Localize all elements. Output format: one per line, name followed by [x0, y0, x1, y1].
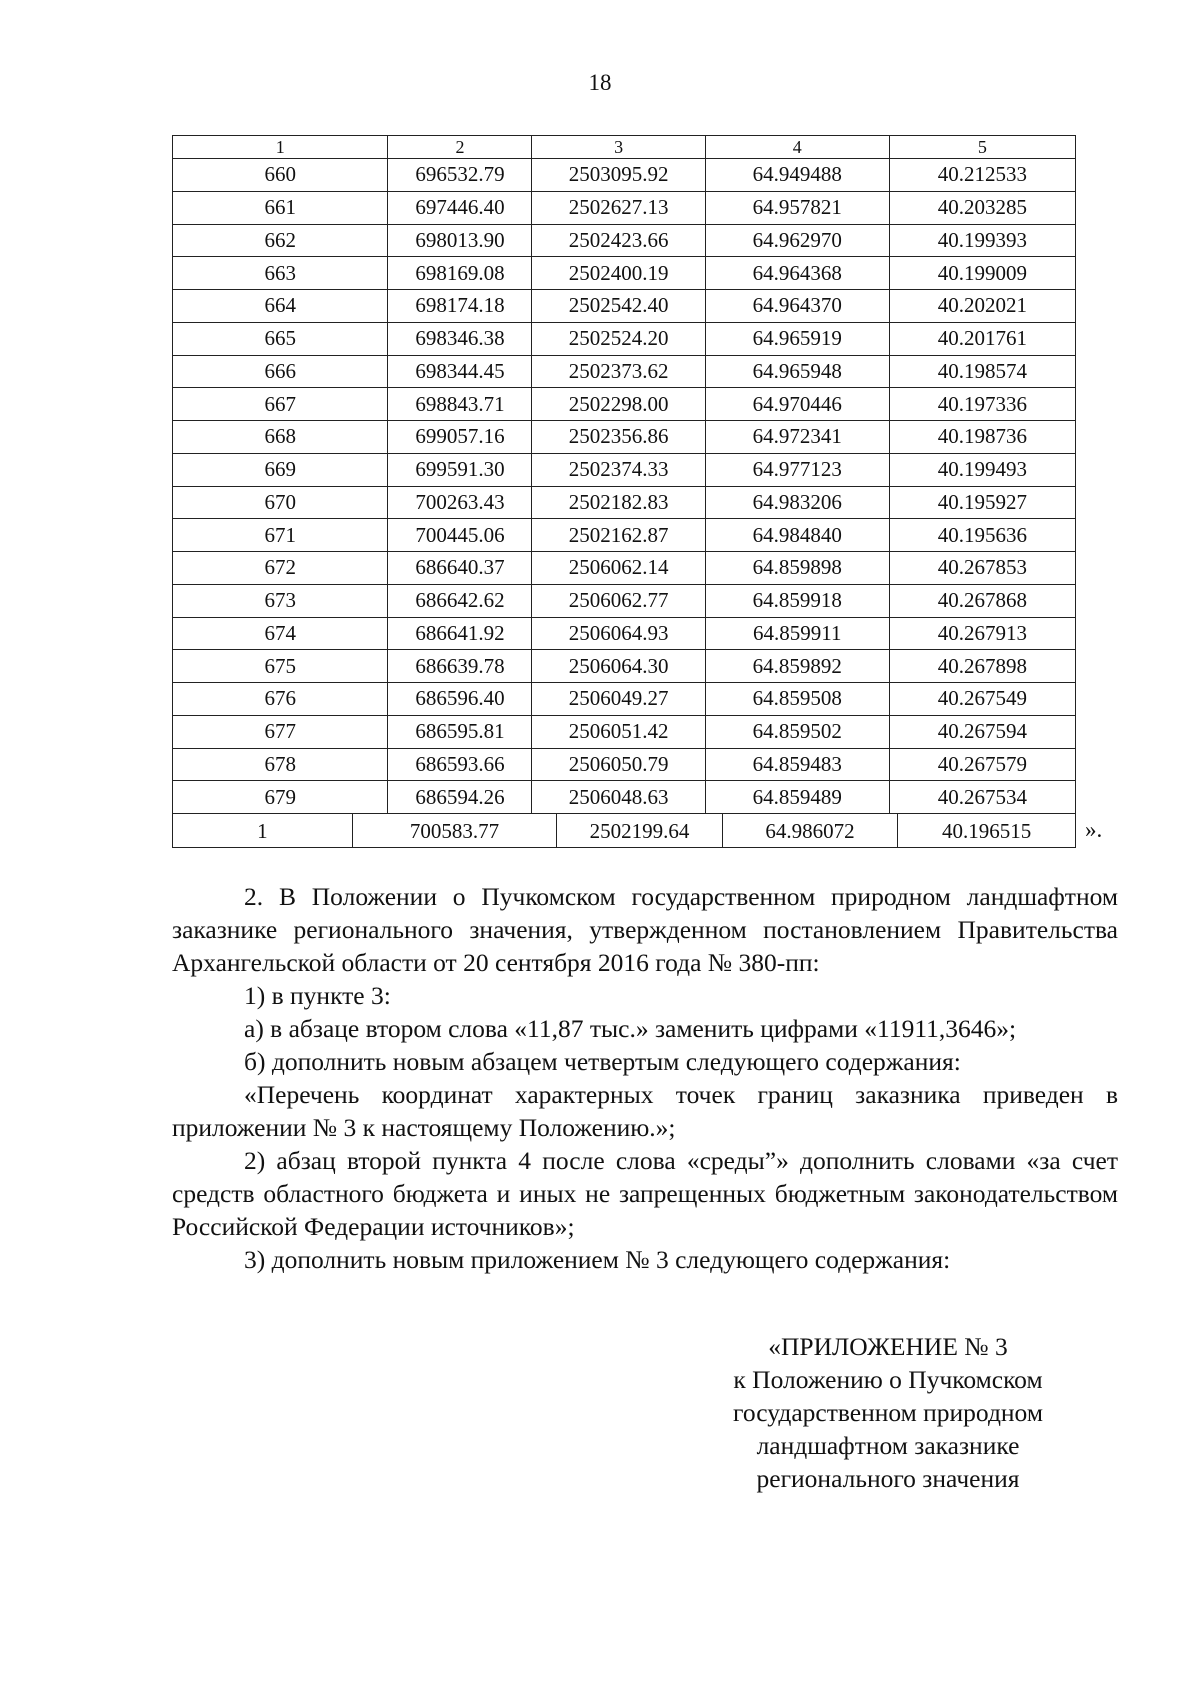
- table-cell: 698013.90: [388, 224, 532, 257]
- table-cell: 64.964368: [705, 257, 889, 290]
- table-cell: 2502542.40: [532, 290, 705, 323]
- table-row: [173, 388, 1076, 421]
- header-cell: 2: [388, 136, 532, 159]
- table-cell: 686595.81: [388, 715, 532, 748]
- coordinates-table: [172, 135, 1076, 848]
- table-cell: 678: [173, 748, 388, 781]
- table-cell: 2502298.00: [532, 388, 705, 421]
- table-cell: 40.267549: [889, 683, 1075, 716]
- table-cell: 686593.66: [388, 748, 532, 781]
- item-1: 1) в пункте 3:: [244, 981, 391, 1010]
- table-cell: 64.859489: [705, 781, 889, 814]
- table-cell: 699591.30: [388, 453, 532, 486]
- table-cell: 686640.37: [388, 552, 532, 585]
- paragraph-2: 2. В Положении о Пучкомском государственном природном ландшафтном заказнике регионального значения, утвержденном постановлением Правительства Архангельской области от 20 сентября 2016 года № 380-пп:: [172, 882, 1118, 977]
- table-row: [173, 191, 1076, 224]
- appendix-heading: [688, 1330, 1088, 1495]
- table-cell: 2502162.87: [532, 519, 705, 552]
- table-cell: 40.196515: [898, 814, 1076, 848]
- table-cell: 40.267898: [889, 650, 1075, 683]
- header-cell: 4: [705, 136, 889, 159]
- table-cell: 40.202021: [889, 290, 1075, 323]
- table-row: [173, 781, 1076, 814]
- table-cell: 662: [173, 224, 388, 257]
- table-cell: 700445.06: [388, 519, 532, 552]
- table-cell: 698843.71: [388, 388, 532, 421]
- table-cell: 698346.38: [388, 322, 532, 355]
- table-row: [173, 683, 1076, 716]
- table-cell: 64.957821: [705, 191, 889, 224]
- table-cell: 679: [173, 781, 388, 814]
- table-cell: 40.267534: [889, 781, 1075, 814]
- item-1b-quote: «Перечень координат характерных точек границ заказника приведен в приложении № 3 к настоящему Положению.»;: [172, 1080, 1118, 1142]
- table-cell: 661: [173, 191, 388, 224]
- table-cell: 660: [173, 159, 388, 192]
- table-cell: 676: [173, 683, 388, 716]
- table-cell: 64.986072: [722, 814, 898, 848]
- table-cell: 672: [173, 552, 388, 585]
- table-cell: 40.203285: [889, 191, 1075, 224]
- table-cell: 2502423.66: [532, 224, 705, 257]
- table-cell: 699057.16: [388, 421, 532, 454]
- table-row: [173, 257, 1076, 290]
- table-cell: 64.964370: [705, 290, 889, 323]
- table-cell: 667: [173, 388, 388, 421]
- table-cell: 64.859911: [705, 617, 889, 650]
- table-row: [173, 453, 1076, 486]
- table-cell: 40.199493: [889, 453, 1075, 486]
- table-row: [173, 486, 1076, 519]
- table-cell: 64.859892: [705, 650, 889, 683]
- table-row: [173, 584, 1076, 617]
- page-number: 18: [588, 70, 612, 95]
- table-cell: 666: [173, 355, 388, 388]
- table-row: [173, 322, 1076, 355]
- table-cell: 669: [173, 453, 388, 486]
- table-row: [173, 519, 1076, 552]
- table-cell: 686641.92: [388, 617, 532, 650]
- table-cell: 2506064.93: [532, 617, 705, 650]
- table-cell: 40.195636: [889, 519, 1075, 552]
- table-cell: 64.859898: [705, 552, 889, 585]
- table-cell: 677: [173, 715, 388, 748]
- table-row: [173, 552, 1076, 585]
- table-row: [173, 650, 1076, 683]
- table-header-row: [173, 136, 1076, 159]
- item-1b: б) дополнить новым абзацем четвертым следующего содержания:: [244, 1047, 961, 1076]
- table-cell: 40.267913: [889, 617, 1075, 650]
- table-cell: 686596.40: [388, 683, 532, 716]
- closing-row: [173, 814, 1076, 848]
- table-row: [173, 617, 1076, 650]
- table-cell: 2506064.30: [532, 650, 705, 683]
- table-cell: 40.199393: [889, 224, 1075, 257]
- table-cell: 2506049.27: [532, 683, 705, 716]
- table-cell: 2502182.83: [532, 486, 705, 519]
- table-cell: 64.972341: [705, 421, 889, 454]
- appendix-line: к Положению о Пучкомском: [733, 1365, 1043, 1394]
- table-cell: 40.198574: [889, 355, 1075, 388]
- table-cell: 40.198736: [889, 421, 1075, 454]
- table-cell: 698169.08: [388, 257, 532, 290]
- table-row: [173, 748, 1076, 781]
- table-cell: 64.965948: [705, 355, 889, 388]
- table-cell: 700583.77: [352, 814, 557, 848]
- table-cell: 2502400.19: [532, 257, 705, 290]
- table-cell: 663: [173, 257, 388, 290]
- table-row: [173, 421, 1076, 454]
- table-cell: 698344.45: [388, 355, 532, 388]
- item-2: 2) абзац второй пункта 4 после слова «среды”» дополнить словами «за счет средств областного бюджета и иных не запрещенных бюджетным законодательством Российской Федерации источников»;: [172, 1146, 1118, 1241]
- table-row: [173, 355, 1076, 388]
- table-cell: 1: [173, 814, 353, 848]
- table-cell: 40.201761: [889, 322, 1075, 355]
- appendix-line: государственном природном: [733, 1398, 1043, 1427]
- table-cell: 664: [173, 290, 388, 323]
- table-cell: 64.965919: [705, 322, 889, 355]
- header-cell: 5: [889, 136, 1075, 159]
- table-cell: 686642.62: [388, 584, 532, 617]
- table-cell: 64.859483: [705, 748, 889, 781]
- table-cell: 64.859508: [705, 683, 889, 716]
- table-cell: 700263.43: [388, 486, 532, 519]
- table-row: [173, 224, 1076, 257]
- table-cell: 697446.40: [388, 191, 532, 224]
- table-cell: 64.970446: [705, 388, 889, 421]
- table-cell: 2506048.63: [532, 781, 705, 814]
- table-cell: 40.267868: [889, 584, 1075, 617]
- coordinates-grid: [172, 135, 1076, 814]
- table-cell: 64.962970: [705, 224, 889, 257]
- table-cell: 64.977123: [705, 453, 889, 486]
- table-row: [173, 159, 1076, 192]
- table-cell: 665: [173, 322, 388, 355]
- table-cell: 40.199009: [889, 257, 1075, 290]
- table-cell: 64.949488: [705, 159, 889, 192]
- table-cell: 668: [173, 421, 388, 454]
- table-cell: 64.984840: [705, 519, 889, 552]
- table-cell: 64.983206: [705, 486, 889, 519]
- table-cell: 2502374.33: [532, 453, 705, 486]
- table-cell: 675: [173, 650, 388, 683]
- table-cell: 670: [173, 486, 388, 519]
- amendment-text: [172, 880, 1118, 1276]
- table-cell: 2506051.42: [532, 715, 705, 748]
- table-cell: 696532.79: [388, 159, 532, 192]
- table-cell: 671: [173, 519, 388, 552]
- closing-quote: ».: [1085, 817, 1103, 842]
- appendix-line: ландшафтном заказнике: [756, 1431, 1020, 1460]
- item-1a: а) в абзаце втором слова «11,87 тыс.» заменить цифрами «11911,3646»;: [244, 1014, 1017, 1043]
- table-cell: 2502373.62: [532, 355, 705, 388]
- table-cell: 40.267853: [889, 552, 1075, 585]
- item-3: 3) дополнить новым приложением № 3 следующего содержания:: [244, 1245, 951, 1274]
- appendix-title: «ПРИЛОЖЕНИЕ № 3: [768, 1332, 1008, 1361]
- table-cell: 686594.26: [388, 781, 532, 814]
- appendix-line: регионального значения: [756, 1464, 1020, 1493]
- table-cell: 40.267594: [889, 715, 1075, 748]
- table-cell: 2506062.77: [532, 584, 705, 617]
- table-cell: 673: [173, 584, 388, 617]
- table-cell: 2502356.86: [532, 421, 705, 454]
- table-cell: 2506050.79: [532, 748, 705, 781]
- table-cell: 2502524.20: [532, 322, 705, 355]
- closing-row-table: [172, 813, 1076, 848]
- table-row: [173, 715, 1076, 748]
- table-cell: 40.195927: [889, 486, 1075, 519]
- header-cell: 3: [532, 136, 705, 159]
- table-cell: 686639.78: [388, 650, 532, 683]
- table-cell: 64.859918: [705, 584, 889, 617]
- table-cell: 698174.18: [388, 290, 532, 323]
- table-cell: 674: [173, 617, 388, 650]
- table-row: [173, 290, 1076, 323]
- table-cell: 40.267579: [889, 748, 1075, 781]
- table-cell: 2502627.13: [532, 191, 705, 224]
- table-cell: 2502199.64: [557, 814, 722, 848]
- header-cell: 1: [173, 136, 388, 159]
- table-cell: 40.197336: [889, 388, 1075, 421]
- table-cell: 2506062.14: [532, 552, 705, 585]
- table-cell: 64.859502: [705, 715, 889, 748]
- table-cell: 2503095.92: [532, 159, 705, 192]
- table-cell: 40.212533: [889, 159, 1075, 192]
